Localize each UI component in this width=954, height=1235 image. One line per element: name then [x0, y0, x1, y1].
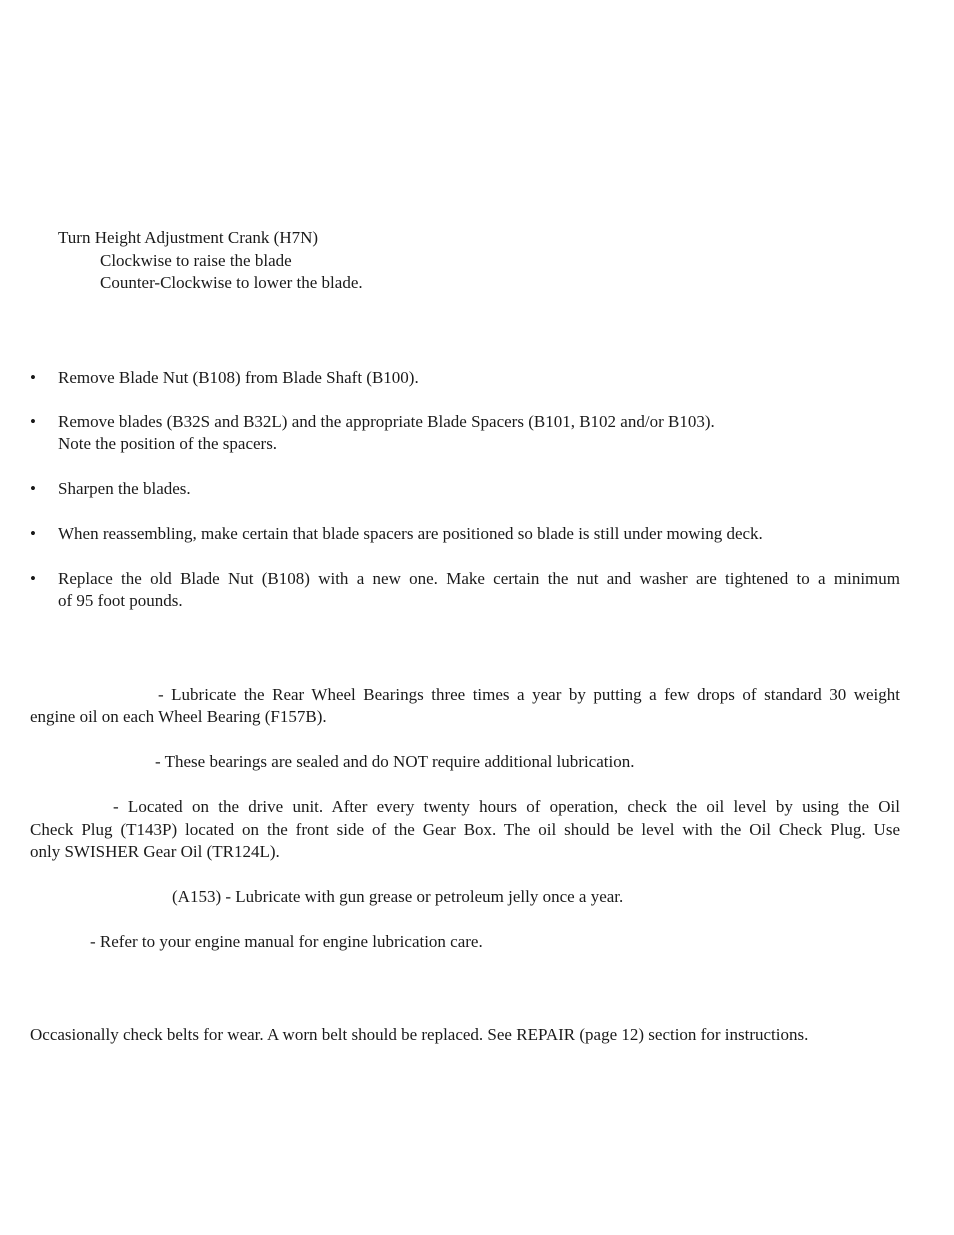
gear-box-text: - Located on the drive unit. After every twenty hours of operation, check the oil level by using the Oil: [113, 797, 900, 816]
height-adjustment-heading: Turn Height Adjustment Crank (H7N): [58, 228, 319, 247]
gear-box-text-continuation: Check Plug (T143P) located on the front side of the Gear Box. The oil should be level with the Oil Check Plug. Use: [30, 820, 900, 839]
engine-lubrication-text: - Refer to your engine manual for engine lubrication care.: [90, 932, 483, 951]
list-item-continuation: of 95 foot pounds.: [58, 591, 183, 610]
bullet-marker: •: [30, 368, 36, 387]
bullet-marker: •: [30, 479, 36, 498]
gear-box-text-continuation: only SWISHER Gear Oil (TR124L).: [30, 842, 280, 861]
bullet-marker: •: [30, 412, 36, 431]
list-item: Remove Blade Nut (B108) from Blade Shaft (B100).: [58, 368, 419, 387]
list-item-continuation: Note the position of the spacers.: [58, 434, 278, 453]
bullet-marker: •: [30, 524, 36, 543]
rear-wheel-bearings-text-continuation: engine oil on each Wheel Bearing (F157B).: [30, 707, 327, 726]
list-item: Sharpen the blades.: [58, 479, 191, 498]
rear-wheel-bearings-text: - Lubricate the Rear Wheel Bearings three times a year by putting a few drops of standard 30 weight: [158, 685, 900, 704]
list-item: Replace the old Blade Nut (B108) with a new one. Make certain the nut and washer are tightened to a minimum: [58, 569, 900, 588]
bullet-marker: •: [30, 569, 36, 588]
counter-clockwise-instruction: Counter-Clockwise to lower the blade.: [100, 273, 363, 292]
a153-lubrication-text: (A153) - Lubricate with gun grease or petroleum jelly once a year.: [172, 887, 624, 906]
sealed-bearings-text: - These bearings are sealed and do NOT require additional lubrication.: [155, 752, 635, 771]
clockwise-instruction: Clockwise to raise the blade: [100, 251, 292, 270]
list-item: Remove blades (B32S and B32L) and the appropriate Blade Spacers (B101, B102 and/or B103).: [58, 412, 715, 431]
list-item: When reassembling, make certain that blade spacers are positioned so blade is still under mowing deck.: [58, 524, 763, 543]
belts-text: Occasionally check belts for wear. A worn belt should be replaced. See REPAIR (page 12) section for instructions.: [30, 1025, 809, 1044]
